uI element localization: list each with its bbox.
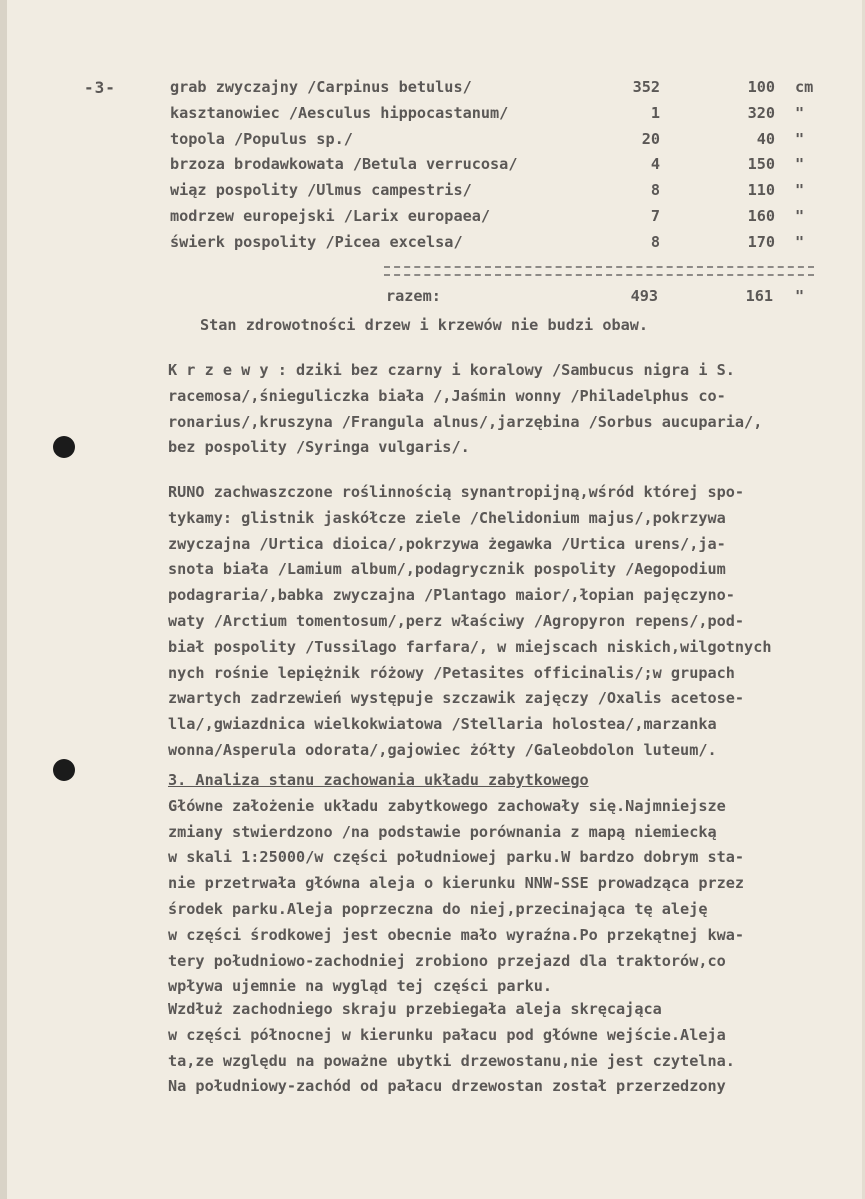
tree-name: grab zwyczajny /Carpinus betulus/ — [170, 78, 472, 96]
punch-hole — [53, 436, 75, 458]
tree-height: 170 — [747, 232, 775, 251]
page-left-edge — [0, 0, 7, 1199]
total-count: 493 — [630, 287, 658, 305]
text-line: Główne założenie układu zabytkowego zachowały się.Najmniejsze — [168, 796, 726, 815]
text-line: tykamy: glistnik jaskółcze ziele /Chelidonium majus/,pokrzywa — [168, 508, 726, 527]
text-line: podagraria/,babka zwyczajna /Plantago maior/,łopian pajęczyno- — [168, 586, 735, 605]
tree-count: 4 — [650, 155, 660, 174]
tree-row — [170, 128, 830, 154]
tree-height: 320 — [747, 103, 775, 122]
tree-name: świerk pospolity /Picea excelsa/ — [170, 232, 463, 251]
tree-name: modrzew europejski /Larix europaea/ — [170, 206, 491, 225]
text-line: K r z e w y : dziki bez czarny i koralowy /Sambucus nigra i S. — [168, 361, 735, 379]
text-line: RUNO zachwaszczone roślinnością synantropijną,wśród której spo- — [168, 483, 745, 501]
runo-paragraph — [168, 480, 771, 764]
tree-count: 8 — [650, 181, 660, 200]
west-paragraph — [168, 997, 735, 1100]
text-line: nych rośnie lepiężnik różowy /Petasites officinalis/;w grupach — [168, 663, 735, 682]
text-line: w skali 1:25000/w części południowej parku.W bardzo dobrym sta- — [168, 848, 745, 867]
tree-table — [170, 76, 830, 257]
tree-unit: cm — [795, 78, 814, 96]
tree-unit: " — [795, 206, 805, 225]
tree-count: 8 — [650, 232, 660, 251]
total-label: razem: — [386, 287, 441, 305]
text-line: ta,ze względu na poważne ubytki drzewostanu,nie jest czytelna. — [168, 1051, 735, 1070]
health-note — [200, 313, 648, 339]
text-line: biał pospolity /Tussilago farfara/, w miejscach niskich,wilgotnych — [168, 637, 772, 656]
shrubs-paragraph — [168, 358, 762, 461]
text-line: Na południowy-zachód od pałacu drzewostan został przerzedzony — [168, 1077, 726, 1096]
text-line: bez pospolity /Syringa vulgaris/. — [168, 438, 470, 457]
text-line: racemosa/,śnieguliczka biała /,Jaśmin wonny /Philadelphus co- — [168, 386, 726, 405]
tree-name: brzoza brodawkowata /Betula verrucosa/ — [170, 155, 518, 174]
tree-name: topola /Populus sp./ — [170, 129, 353, 148]
tree-unit: " — [795, 103, 805, 122]
tree-unit: " — [795, 155, 805, 174]
tree-count: 352 — [632, 78, 660, 96]
tree-height: 100 — [747, 78, 775, 96]
tree-count: 7 — [650, 206, 660, 225]
text-line: zwyczajna /Urtica dioica/,pokrzywa żegawka /Urtica urens/,ja- — [168, 534, 726, 553]
punch-hole — [53, 759, 75, 781]
tree-height: 40 — [756, 129, 775, 148]
tree-count: 1 — [650, 103, 660, 122]
tree-name: kasztanowiec /Aesculus hippocastanum/ — [170, 103, 509, 122]
tree-row — [170, 205, 830, 231]
tree-unit: " — [795, 129, 805, 148]
tree-row — [170, 102, 830, 128]
text-line: wonna/Asperula odorata/,gajowiec żółty /Galeobdolon luteum/. — [168, 740, 717, 759]
tree-row — [170, 179, 830, 205]
text-line: waty /Arctium tomentosum/,perz właściwy /Agropyron repens/,pod- — [168, 611, 745, 630]
tree-row — [170, 76, 830, 102]
section-3 — [168, 768, 744, 1000]
text-line: w części środkowej jest obecnie mało wyraźna.Po przekątnej kwa- — [168, 925, 745, 944]
tree-unit: " — [795, 232, 805, 251]
tree-unit: " — [795, 181, 805, 200]
tree-height: 150 — [747, 155, 775, 174]
text-line: zmiany stwierdzono /na podstawie porównania z mapą niemiecką — [168, 822, 717, 841]
tree-height: 110 — [747, 181, 775, 200]
text-line: Stan zdrowotności drzew i krzewów nie budzi obaw. — [200, 316, 649, 334]
text-line: w części północnej w kierunku pałacu pod główne wejście.Aleja — [168, 1025, 726, 1044]
tree-row — [170, 231, 830, 257]
page-number: -3- — [84, 78, 116, 97]
text-line: tery południowo-zachodniej zrobiono przejazd dla traktorów,co — [168, 951, 726, 970]
tree-name: wiąz pospolity /Ulmus campestris/ — [170, 181, 472, 200]
tree-count: 20 — [641, 129, 660, 148]
text-line: snota biała /Lamium album/,podagrycznik pospolity /Aegopodium — [168, 560, 726, 579]
tree-height: 160 — [747, 206, 775, 225]
total-separator-line — [384, 266, 814, 276]
text-line: wpływa ujemnie na wygląd tej części parku. — [168, 977, 553, 996]
text-line: zwartych zadrzewień występuje szczawik zajęczy /Oxalis acetosе- — [168, 689, 745, 708]
total-unit: " — [795, 287, 805, 305]
text-line: lla/,gwiazdnica wielkokwiatowa /Stellaria holostea/,marzanka — [168, 715, 717, 734]
text-line: ronarius/,kruszyna /Frangula alnus/,jarzębina /Sorbus aucuparia/, — [168, 412, 763, 431]
text-line: środek parku.Aleja poprzeczna do niej,przecinająca tę aleję — [168, 899, 708, 918]
total-height: 161 — [745, 287, 773, 305]
section-heading: 3. Analiza stanu zachowania układu zabytkowego — [168, 771, 589, 789]
text-line: Wzdłuż zachodniego skraju przebiegała aleja skręcająca — [168, 1000, 662, 1018]
tree-row — [170, 153, 830, 179]
text-line: nie przetrwała główna aleja o kierunku NNW-SSE prowadząca przez — [168, 874, 745, 893]
